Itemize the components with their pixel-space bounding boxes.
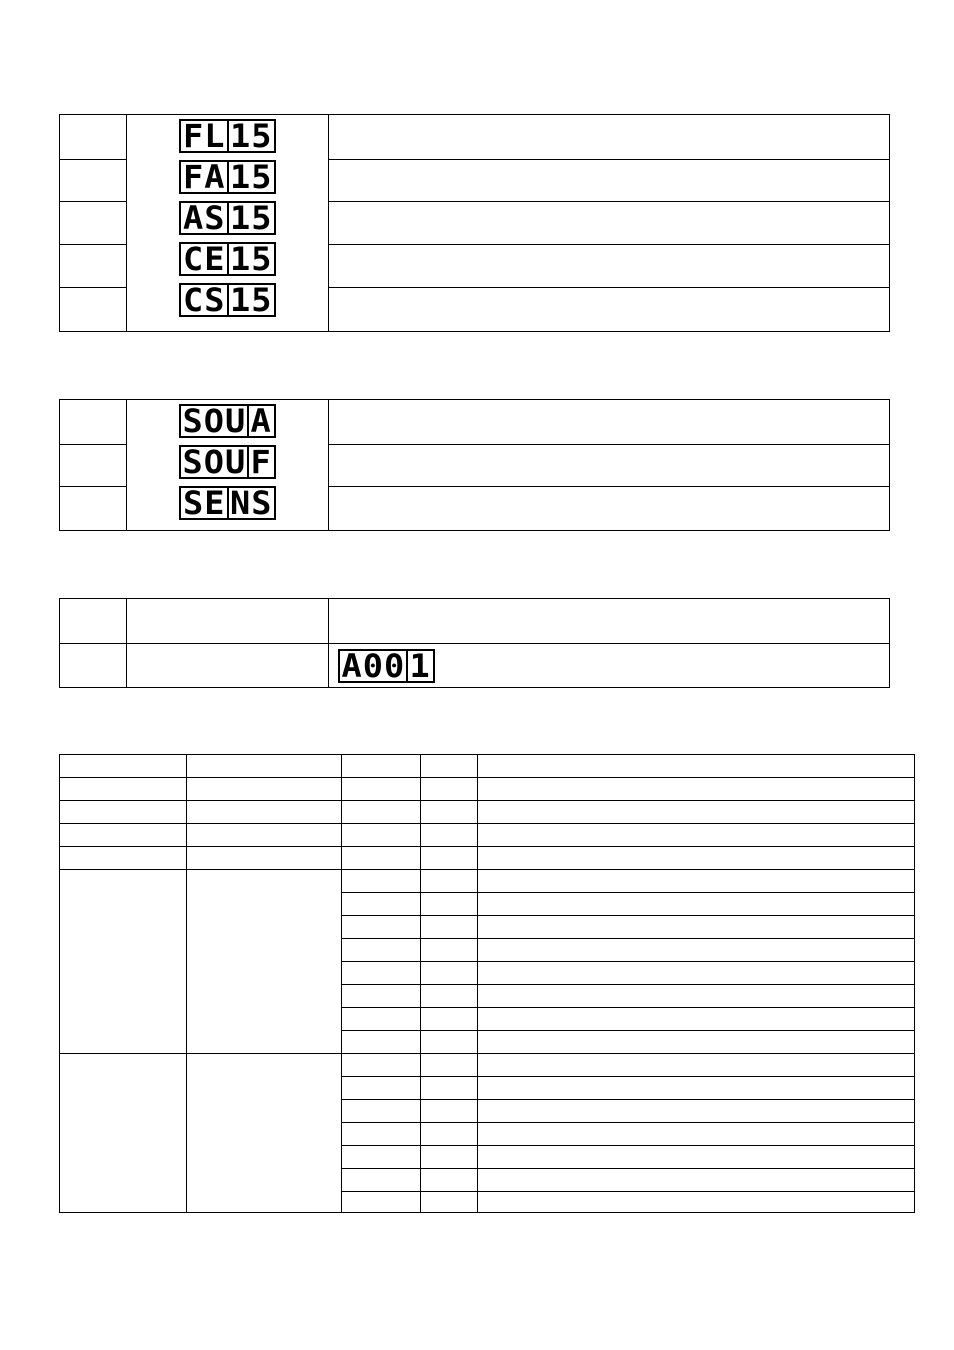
cell: [60, 801, 187, 824]
lcd-right: 15: [229, 240, 273, 278]
cell: [60, 599, 127, 644]
cell: [478, 847, 915, 870]
cell: [478, 755, 915, 778]
lcd-right: 15: [229, 158, 273, 196]
cell: [421, 1031, 478, 1054]
cell: [342, 847, 421, 870]
cell: [342, 824, 421, 847]
cell: [60, 847, 187, 870]
cell: [478, 1100, 915, 1123]
cell: [478, 1123, 915, 1146]
cell: [342, 893, 421, 916]
lcd-left: AS: [182, 199, 226, 237]
cell: [329, 160, 890, 202]
function-table-1: [59, 114, 890, 332]
cell: [478, 1008, 915, 1031]
lcd-left: CE: [182, 240, 226, 278]
cell: [60, 445, 127, 487]
lcd-display: [179, 445, 276, 479]
lcd-right: NS: [229, 484, 273, 522]
lcd-left: A00: [341, 646, 406, 685]
cell: [421, 1100, 478, 1123]
cell: [342, 778, 421, 801]
cell: [478, 962, 915, 985]
lcd-left: SOU: [182, 402, 247, 440]
cell: [187, 870, 342, 1054]
cell: [421, 985, 478, 1008]
lcd-right: F: [250, 443, 272, 481]
cell: [342, 1146, 421, 1169]
cell: [421, 916, 478, 939]
cell: [187, 1054, 342, 1213]
cell: [342, 1008, 421, 1031]
cell: [329, 487, 890, 531]
channel-table: [59, 754, 915, 1213]
cell: [478, 1192, 915, 1213]
lcd-left: FL: [182, 117, 226, 155]
lcd-display: [179, 160, 276, 194]
cell: [342, 962, 421, 985]
cell: [60, 245, 127, 288]
cell: [60, 870, 187, 1054]
cell: [60, 202, 127, 245]
cell: [187, 824, 342, 847]
cell: [342, 985, 421, 1008]
cell: [478, 1077, 915, 1100]
cell: [60, 487, 127, 531]
cell: [342, 1192, 421, 1213]
cell: [342, 1169, 421, 1192]
cell: [187, 755, 342, 778]
lcd-column: [127, 400, 329, 531]
lcd-right: A: [250, 402, 272, 440]
cell: [127, 599, 329, 644]
cell: [478, 985, 915, 1008]
cell: [421, 847, 478, 870]
cell: [60, 400, 127, 445]
cell: [342, 939, 421, 962]
cell: [421, 824, 478, 847]
cell: [478, 824, 915, 847]
lcd-right: 1: [409, 646, 431, 685]
cell: [329, 202, 890, 245]
cell: [342, 916, 421, 939]
cell: [342, 1077, 421, 1100]
lcd-display: [179, 242, 276, 276]
cell: [342, 1054, 421, 1077]
cell: [421, 1123, 478, 1146]
cell: [421, 962, 478, 985]
cell: [421, 755, 478, 778]
cell: [421, 1169, 478, 1192]
lcd-left: CS: [182, 281, 226, 319]
cell: [421, 1054, 478, 1077]
cell: [421, 778, 478, 801]
cell: [329, 599, 890, 644]
cell: [421, 939, 478, 962]
cell: [421, 1008, 478, 1031]
cell: [329, 115, 890, 160]
cell: [342, 801, 421, 824]
lcd-display: [179, 486, 276, 520]
cell: [127, 644, 329, 688]
cell: [421, 893, 478, 916]
cell: [478, 916, 915, 939]
cell: [342, 1031, 421, 1054]
cell: [421, 870, 478, 893]
lcd-left: FA: [182, 158, 226, 196]
function-table-2: [59, 399, 890, 531]
cell: [478, 1169, 915, 1192]
lcd-right: 15: [229, 117, 273, 155]
cell: [60, 824, 187, 847]
cell: [421, 801, 478, 824]
function-table-3: [59, 598, 890, 688]
cell: [342, 870, 421, 893]
cell: [187, 778, 342, 801]
lcd-column: [127, 115, 329, 332]
cell: [60, 778, 187, 801]
cell: [187, 801, 342, 824]
lcd-display: [179, 404, 276, 438]
cell: [421, 1192, 478, 1213]
cell: [60, 644, 127, 688]
cell: [60, 755, 187, 778]
cell: [421, 1146, 478, 1169]
cell: [478, 939, 915, 962]
cell: [60, 288, 127, 332]
lcd-right: 15: [229, 281, 273, 319]
lcd-display: [338, 646, 435, 685]
cell: [60, 160, 127, 202]
lcd-display: [179, 201, 276, 235]
lcd-left: SOU: [182, 443, 247, 481]
lcd-display: [179, 119, 276, 153]
cell: [342, 755, 421, 778]
cell: [329, 400, 890, 445]
cell: [478, 1146, 915, 1169]
cell: [478, 778, 915, 801]
cell: [60, 115, 127, 160]
cell: [60, 1054, 187, 1213]
cell: [329, 245, 890, 288]
cell: [421, 1077, 478, 1100]
cell: [329, 288, 890, 332]
cell: [478, 801, 915, 824]
cell: [342, 1123, 421, 1146]
cell: [478, 893, 915, 916]
cell: [342, 1100, 421, 1123]
lcd-cell: [329, 644, 890, 688]
lcd-left: SE: [182, 484, 226, 522]
cell: [187, 847, 342, 870]
cell: [329, 445, 890, 487]
cell: [478, 870, 915, 893]
lcd-display: [179, 283, 276, 317]
cell: [478, 1054, 915, 1077]
lcd-right: 15: [229, 199, 273, 237]
cell: [478, 1031, 915, 1054]
